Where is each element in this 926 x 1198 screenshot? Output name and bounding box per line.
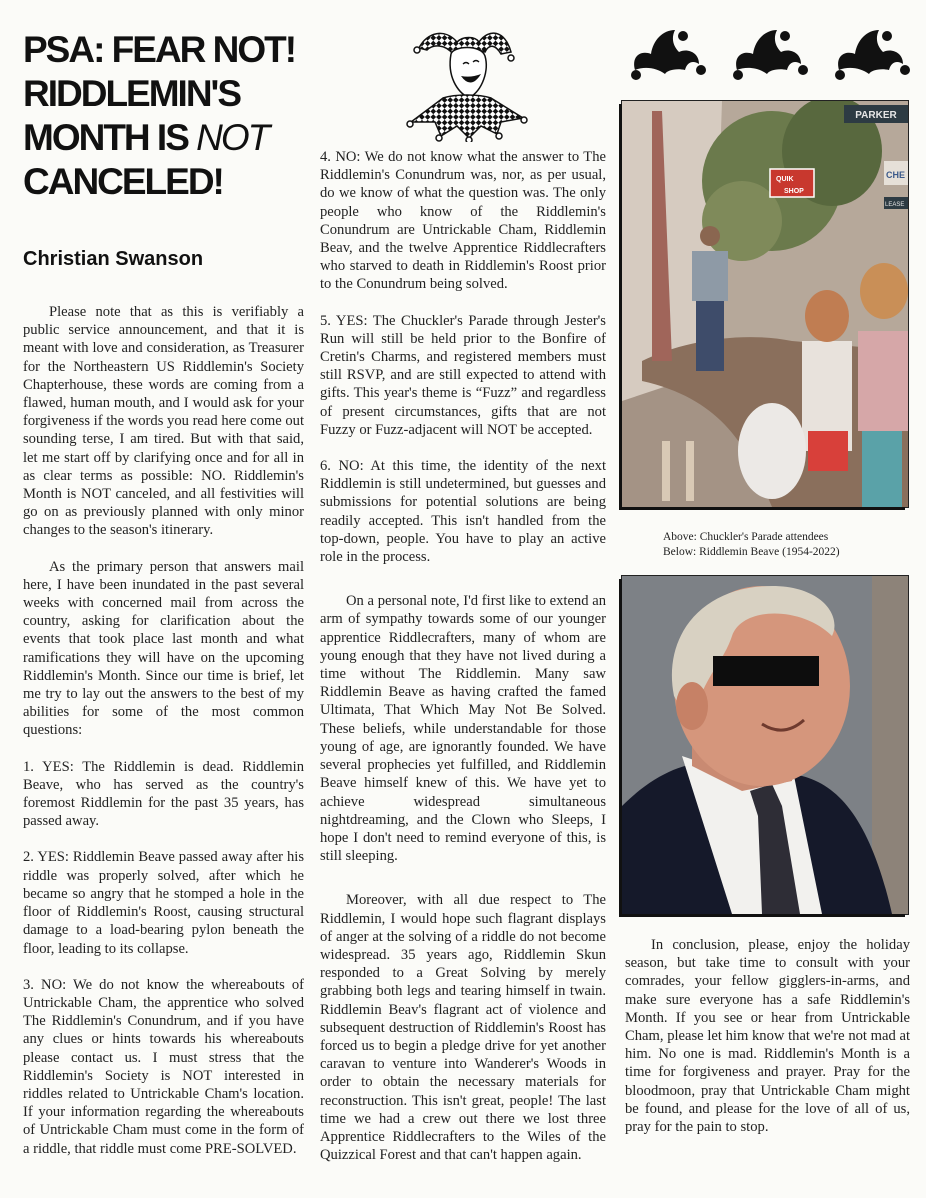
caption-below: Below: Riddlemin Beave (1954-2022) bbox=[663, 546, 840, 558]
checkered-jester-icon bbox=[405, 18, 529, 142]
conclusion-paragraph: In conclusion, please, enjoy the holiday season, but take time to consult with your comrades, your fellow gigglers-in-arms, and make sure everyone has a safe Riddlemin's Month. If you see or hear from Untrickable Cham, please let him know that we're not mad at him. No one is mad. Riddlemin's Month is a time for forgiveness and prayer. Pray for the bloodmoon, pray that Untrickable Cham might be found, and please for the love of all of us, pray for the pain to stop. bbox=[625, 937, 910, 1136]
jester-hat-icon bbox=[729, 20, 809, 82]
photo-captions bbox=[663, 530, 912, 560]
parker-sign: PARKER bbox=[855, 110, 897, 121]
headline-line-3: MONTH IS bbox=[23, 117, 197, 158]
portrait-photo bbox=[622, 576, 908, 914]
faq-item-2: 2. YES: Riddlemin Beave passed away after his riddle was properly solved, after which he became so angry that he stomped a hole in the floor of Riddlemin's Roost, causing structural damage to a load-bearing pylon beneath the floor, leading to its collapse. bbox=[23, 849, 304, 957]
shop-sign: SHOP bbox=[784, 188, 804, 195]
faq-item-4: 4. NO: We do not know what the answer to The Riddlemin's Conundrum was, nor, as per usual, do we know of what the question was. The only people who know of the Riddlemin's Conundrum are Untrickable Cham, Riddlemin Beav, and the twelve Apprentice Riddlecrafters who starved to death in Riddlemin's Roost prior to the Conundrum being solved. bbox=[320, 149, 606, 293]
faq-item-6: 6. NO: At this time, the identity of the next Riddlemin is still undetermined, but guesses and submissions for potential solutions are being readily accepted. This isn't handled from the top-down, people. You have to play an active role in the process. bbox=[320, 458, 606, 566]
byline: Christian Swanson bbox=[23, 248, 204, 270]
quik-sign: QUIK bbox=[776, 176, 794, 183]
column-middle bbox=[320, 148, 606, 1182]
lease-sign: LEASE bbox=[885, 202, 905, 208]
headline-line-2: RIDDLEMIN'S bbox=[23, 73, 241, 114]
moreover-paragraph: Moreover, with all due respect to The Riddlemin, I would hope such flagrant displays of anger at the solving of a riddle do not become widespread. 35 years ago, Riddlemin Skun responded to a Great Solving by merely grabbing both legs and tearing himself in twain. Riddlemin Beav's flagrant act of violence and subsequent destruction of Riddlemin's Roost has forced us to begin a pledge drive for yet another caravan to venture into Wanderer's Woods in order to obtain the necessary materials for reconstruction. This isn't great, people! The last time we had a crew out there we lost three Apprentice Riddlecrafters to the Wiles of the Quizzical Forest and that can't happen again. bbox=[320, 892, 606, 1164]
faq-item-1: 1. YES: The Riddlemin is dead. Riddlemin Beave, who has served as the country's foremost Riddlemin for the past 35 years, has passed away. bbox=[23, 758, 304, 830]
parade-photo-illustration bbox=[622, 101, 908, 507]
faq-item-3: 3. NO: We do not know the whereabouts of Untrickable Cham, the apprentice who solved The Riddlemin's Conundrum, and if you have any clues or hints towards his whereabouts please contact us. I must stress that the Riddlemin's Society is NOT interested in riddles related to Untrickable Cham's location. If your information regarding the whereabouts of Untrickable Cham must come in the form of a riddle, that riddle must come PRE-SOLVED. bbox=[23, 976, 304, 1157]
jester-hat-icon bbox=[831, 20, 911, 82]
headline-line-4: CANCELED! bbox=[23, 161, 223, 202]
headline bbox=[23, 28, 304, 204]
intro-paragraph: Please note that as this is verifiably a public service announcement, and that it is meant with love and consideration, as Treasurer for the Northeastern US Riddlemin's Society Chapterhouse, these words are coming from a flawed, human mouth, and I would ask for your forgiveness if the words you read here come out sounding terse, I am tired. But with that said, let me start off by clarifying once and for all in as clear terms as possible: NO. Riddlemin's Month is NOT canceled, and all festivities will go on as previously planned with only minor changes to the season's itinerary. bbox=[23, 304, 304, 539]
che-sign: CHE bbox=[886, 170, 906, 180]
caption-above: Above: Chuckler's Parade attendees bbox=[663, 531, 829, 543]
jester-hat-row bbox=[627, 20, 911, 88]
mail-paragraph: As the primary person that answers mail here, I have been inundated in the past several weeks with concerned mail from across the country, asking for clarification about the events that took place last month and what ramifications they will have on the upcoming Riddlemin's Month. Since our time is brief, let me try to lay out the answers to the best of my abilities for some of the most common questions: bbox=[23, 558, 304, 739]
column-right bbox=[619, 20, 912, 1154]
parade-photo bbox=[622, 101, 908, 507]
censor-bar bbox=[713, 656, 819, 686]
jester-hat-icon bbox=[627, 20, 707, 82]
portrait-illustration bbox=[622, 576, 908, 914]
faq-item-5: 5. YES: The Chuckler's Parade through Jester's Run will still be held prior to the Bonfire of Cretin's Charms, and registered members must still RSVP, and are still expected to attend with gifts. This year's theme is “Fuzz” and regardless of present circumstances, gifts that are not Fuzzy or Fuzz-adjacent will NOT be accepted. bbox=[320, 312, 606, 438]
personal-note-paragraph: On a personal note, I'd first like to extend an arm of sympathy towards some of our younger apprentice Riddlecrafters, many of whom are young enough that they have not lived during a time without The Riddlemin. Many saw Riddlemin Beave as having crafted the famed Ultimata, That Which May Not Be Solved. These beliefs, while understandable for those young of age, are ignorantly founded. We have several prophecies yet fulfilled, and Riddlemin Beave himself knew of this. We have yet to achieve widespread simultaneous nightdreaming, and the Clown who Sleeps, I hope I don't need to remind everyone of this, is still sleeping. bbox=[320, 593, 606, 865]
column-left bbox=[23, 28, 304, 1176]
headline-line-1: PSA: FEAR NOT! bbox=[23, 29, 296, 70]
headline-emphasis: NOT bbox=[196, 117, 269, 158]
